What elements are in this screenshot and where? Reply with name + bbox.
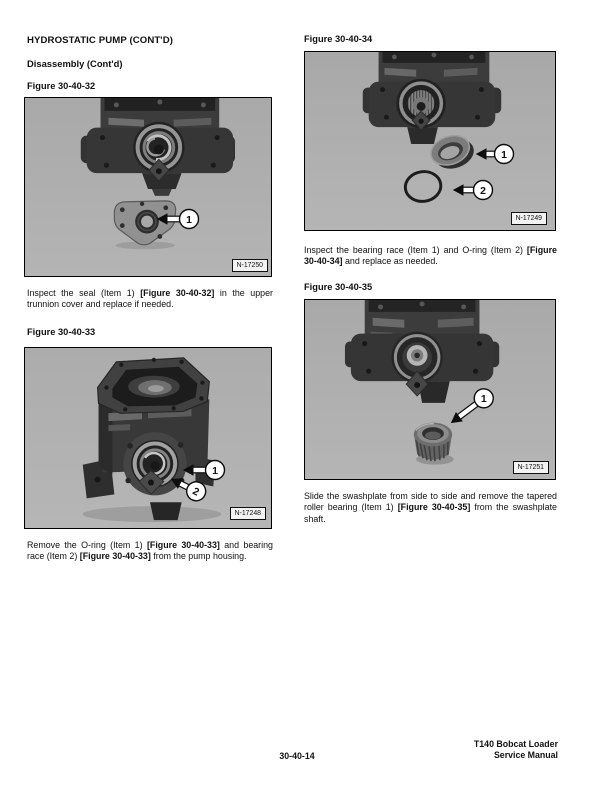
paragraph-fig34: Inspect the bearing race (Item 1) and O-ring (Item 2) [Figure 30-40-34] and replace as needed. bbox=[304, 245, 557, 267]
paragraph-fig32: Inspect the seal (Item 1) [Figure 30-40-32] in the upper trunnion cover and replace if needed. bbox=[27, 288, 274, 310]
footer-manual-line1: T140 Bobcat Loader bbox=[473, 739, 558, 749]
tapered-roller-bearing-photo-illustration bbox=[305, 300, 555, 479]
footer-manual-line2: Service Manual bbox=[493, 750, 558, 761]
figure-33-photo bbox=[24, 347, 272, 529]
subsection-title: Disassembly (Cont'd) bbox=[27, 58, 123, 69]
callout-number: 1 bbox=[501, 148, 507, 161]
figure-34-title: Figure 30-40-34 bbox=[304, 34, 373, 44]
callout-number: 1 bbox=[186, 213, 192, 226]
callout-number: 1 bbox=[212, 464, 218, 477]
tapered-roller-bearing bbox=[414, 423, 454, 465]
figure-32-title: Figure 30-40-32 bbox=[27, 81, 96, 91]
figure-35-photo bbox=[304, 299, 556, 480]
callout-1 bbox=[156, 209, 200, 229]
figure-33-title: Figure 30-40-33 bbox=[27, 327, 96, 337]
footer-page-number: 30-40-14 bbox=[279, 751, 315, 761]
callout-number: 1 bbox=[480, 393, 487, 406]
pump-housing-photo-illustration bbox=[25, 348, 271, 528]
callout-1 bbox=[475, 144, 515, 164]
pump-upper-trunnion-photo-illustration bbox=[25, 98, 271, 276]
photo-id-label: N-17248 bbox=[230, 507, 266, 520]
callout-number: 2 bbox=[190, 485, 202, 499]
photo-id-label: N-17249 bbox=[511, 212, 547, 225]
section-title: HYDROSTATIC PUMP (CONT'D) bbox=[27, 35, 174, 46]
bearing-race-oring-photo-illustration bbox=[305, 52, 555, 230]
photo-id-label: N-17250 bbox=[232, 259, 268, 272]
figure-35-title: Figure 30-40-35 bbox=[304, 282, 373, 292]
figure-32-photo bbox=[24, 97, 272, 277]
paragraph-fig33: Remove the O-ring (Item 1) [Figure 30-40-33] and bearing race (Item 2) [Figure 30-40-33] from the pump housing. bbox=[27, 540, 273, 562]
photo-id-label: N-17251 bbox=[513, 461, 549, 474]
o-ring-location bbox=[148, 480, 154, 486]
callout-number: 2 bbox=[480, 184, 486, 197]
callout-2 bbox=[452, 180, 494, 200]
callout-arrow-icon bbox=[475, 144, 515, 164]
callout-arrow-icon bbox=[452, 180, 494, 200]
callout-arrow-icon bbox=[156, 209, 200, 229]
paragraph-fig35: Slide the swashplate from side to side and remove the tapered roller bearing (Item 1) [Figure 30-40-35] from the swashplate shaft. bbox=[304, 491, 557, 524]
figure-34-photo bbox=[304, 51, 556, 231]
